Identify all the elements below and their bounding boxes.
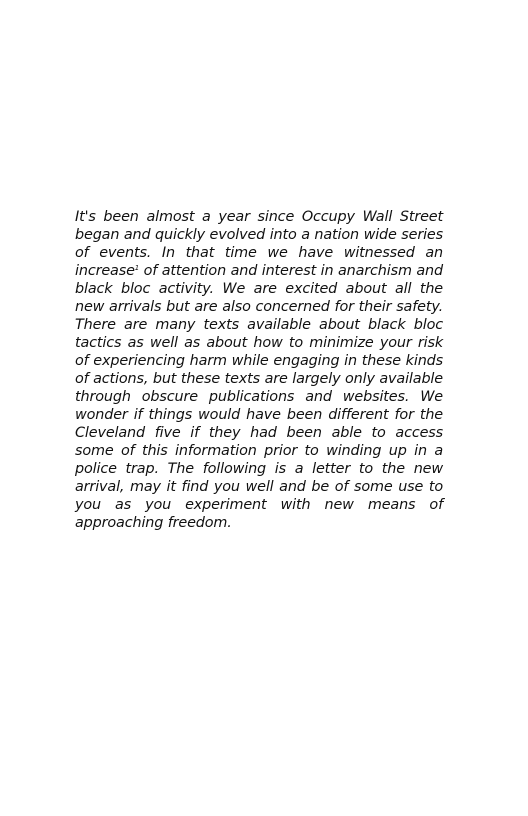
intro-text-start: It's been almost a year since Occupy Wall Street began and quickly evolved into a nation wide series of events. In that time we have witnessed an increase — [75, 209, 443, 279]
intro-text-end: of attention and interest in anarchism and black bloc activity. We are excited about all the new arrivals but are also concerned for their safety. There are many texts available about black bloc tactics as well as about how to minimize your risk of experiencing harm while engaging in these kinds of actions, but these texts are largely only available through obscure publications and websites. We wonder if things would have been different for the Cleveland five if they had been able to access some of this information prior to winding up in a police trap. The following is a letter to the new arrival, may it find you well and be of some use to you as you experiment with new means of approaching freedom. — [75, 263, 443, 531]
footnote-marker: 1 — [134, 264, 140, 272]
intro-paragraph — [75, 208, 443, 532]
